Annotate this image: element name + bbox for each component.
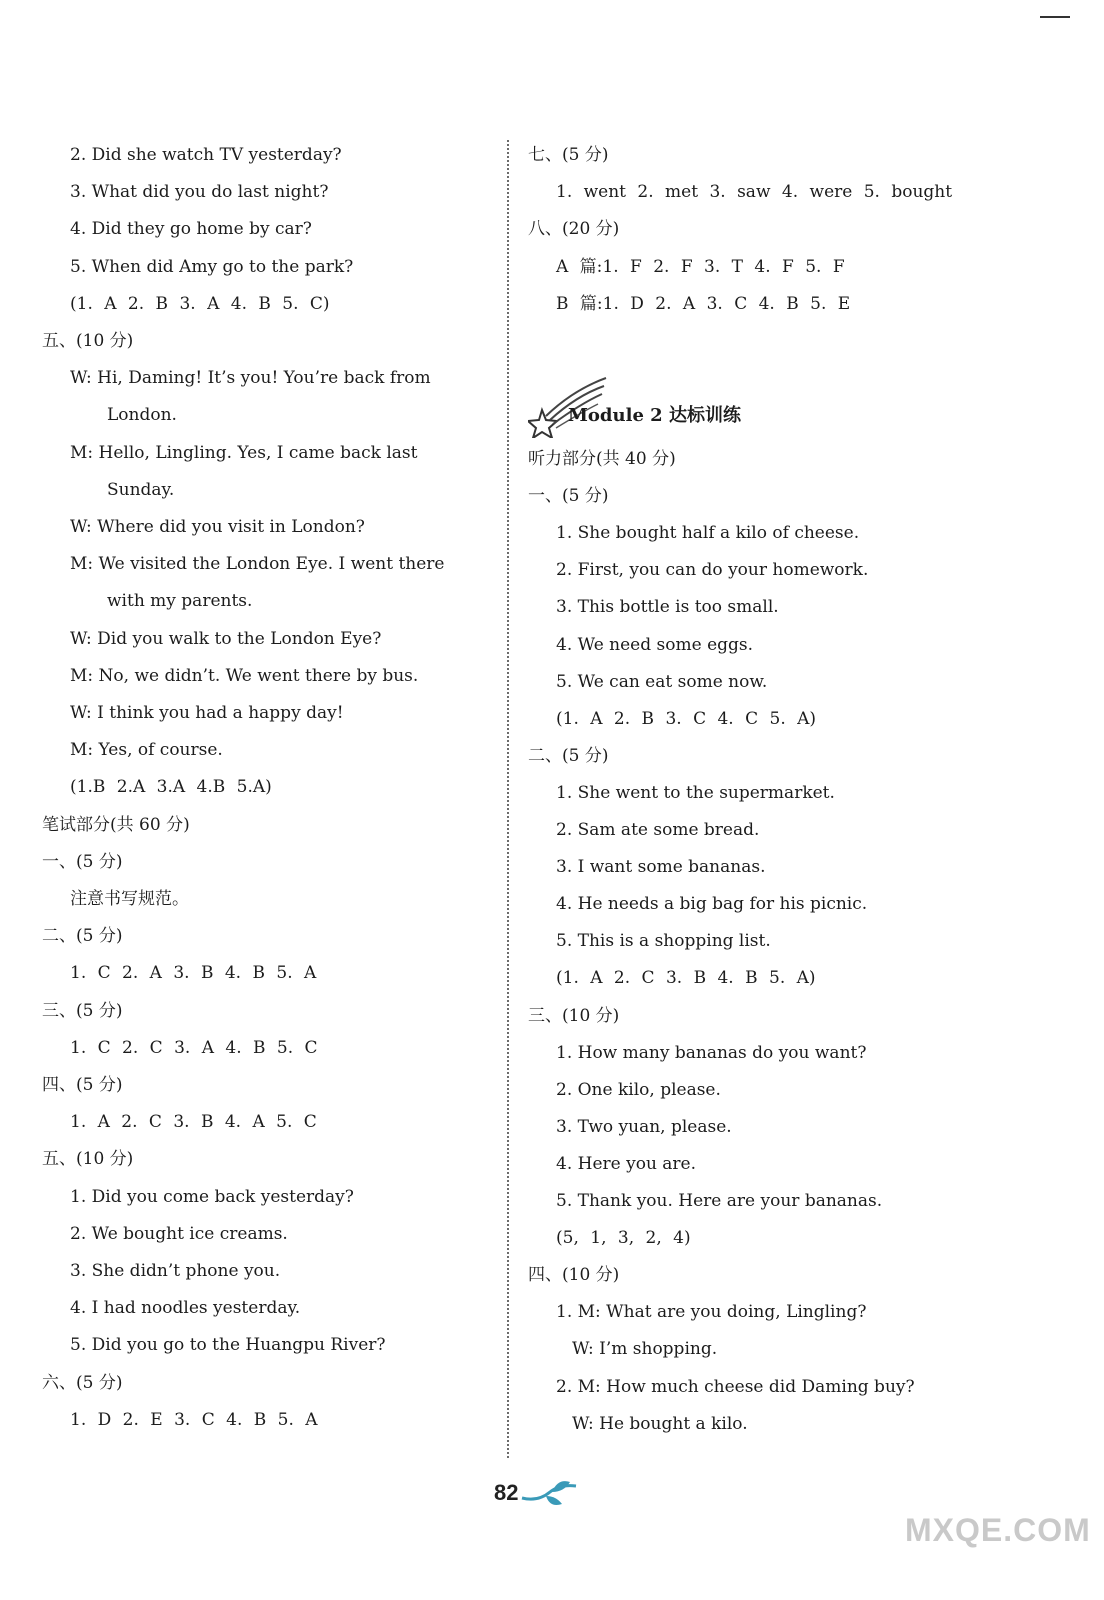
- section-heading: 八、(20 分): [528, 219, 620, 240]
- text-line: 2. We bought ice creams.: [70, 1223, 288, 1244]
- text-line: London.: [107, 405, 177, 426]
- text-line: 2. Did she watch TV yesterday?: [70, 145, 342, 165]
- text-line: W: Hi, Daming! It’s you! You’re back from: [70, 368, 431, 389]
- text-line: W: I’m shopping.: [572, 1339, 718, 1360]
- text-line: with my parents.: [107, 591, 253, 612]
- section-heading: 五、(10 分): [42, 1149, 134, 1170]
- text-line: 2. Sam ate some bread.: [556, 820, 760, 840]
- text-line: W: I think you had a happy day!: [70, 703, 344, 723]
- column-divider: [507, 140, 509, 1458]
- text-line: 1. Did you come back yesterday?: [70, 1186, 354, 1207]
- section-heading: 五、(10 分): [42, 331, 134, 351]
- text-line: 1. M: What are you doing, Lingling?: [556, 1302, 867, 1323]
- text-line: 1. C 2. C 3. A 4. B 5. C: [70, 1037, 318, 1058]
- text-line: 4. He needs a big bag for his picnic.: [556, 894, 868, 915]
- text-line: 5. We can eat some now.: [556, 671, 768, 692]
- text-line: M: Yes, of course.: [70, 740, 223, 761]
- section-heading: 一、(5 分): [42, 851, 123, 872]
- text-line: 5. Thank you. Here are your bananas.: [556, 1191, 883, 1211]
- text-line: (5, 1, 3, 2, 4): [556, 1228, 691, 1249]
- text-line: (1. A 2. C 3. B 4. B 5. A): [556, 968, 816, 989]
- section-heading: 三、(5 分): [42, 1000, 123, 1021]
- text-line: 注意书写规范。: [70, 889, 189, 909]
- text-line: 1. C 2. A 3. B 4. B 5. A: [70, 963, 317, 984]
- text-line: 5. Did you go to the Huangpu River?: [70, 1335, 386, 1356]
- section-heading: 七、(5 分): [528, 145, 609, 165]
- text-line: 3. This bottle is too small.: [556, 597, 779, 618]
- text-line: 3. I want some bananas.: [556, 857, 766, 878]
- text-line: 1. D 2. E 3. C 4. B 5. A: [70, 1409, 318, 1430]
- text-line: M: Hello, Lingling. Yes, I came back last: [70, 442, 418, 463]
- text-line: (1.B 2.A 3.A 4.B 5.A): [70, 777, 272, 798]
- corner-rule: [1040, 16, 1070, 18]
- section-heading: 一、(5 分): [528, 486, 609, 507]
- text-line: 1. went 2. met 3. saw 4. were 5. bought: [556, 182, 953, 203]
- text-line: Sunday.: [107, 479, 175, 500]
- section-heading: 二、(5 分): [528, 745, 609, 766]
- text-line: 3. What did you do last night?: [70, 182, 329, 203]
- section-heading: 四、(10 分): [528, 1265, 620, 1286]
- text-line: (1. A 2. B 3. C 4. C 5. A): [556, 708, 817, 729]
- text-line: 3. Two yuan, please.: [556, 1116, 732, 1137]
- text-line: A 篇:1. F 2. F 3. T 4. F 5. F: [556, 256, 845, 277]
- text-line: 2. First, you can do your homework.: [556, 560, 869, 581]
- text-line: 3. She didn’t phone you.: [70, 1261, 281, 1281]
- watermark: MXQE.COM: [905, 1512, 1091, 1548]
- section-heading: 六、(5 分): [42, 1372, 123, 1393]
- section-heading: 四、(5 分): [42, 1075, 123, 1095]
- section-heading: 三、(10 分): [528, 1005, 620, 1026]
- text-line: W: He bought a kilo.: [572, 1413, 748, 1434]
- text-line: 4. Did they go home by car?: [70, 219, 312, 240]
- text-line: 1. How many bananas do you want?: [556, 1042, 867, 1063]
- text-line: 1. A 2. C 3. B 4. A 5. C: [70, 1112, 317, 1133]
- text-line: 4. I had noodles yesterday.: [70, 1298, 301, 1319]
- text-line: 5. When did Amy go to the park?: [70, 256, 354, 277]
- text-line: 2. One kilo, please.: [556, 1079, 721, 1100]
- text-line: M: We visited the London Eye. I went there: [70, 554, 445, 575]
- module-title: Module 2 达标训练: [568, 405, 741, 426]
- text-line: 1. She went to the supermarket.: [556, 782, 835, 803]
- section-heading: 听力部分(共 40 分): [528, 449, 676, 469]
- text-line: M: No, we didn’t. We went there by bus.: [70, 665, 419, 686]
- text-line: W: Did you walk to the London Eye?: [70, 628, 382, 649]
- leaf-ornament-icon: [520, 1478, 580, 1510]
- text-line: 4. Here you are.: [556, 1153, 697, 1174]
- text-line: 4. We need some eggs.: [556, 634, 754, 655]
- text-line: (1. A 2. B 3. A 4. B 5. C): [70, 293, 330, 314]
- section-heading: 笔试部分(共 60 分): [42, 814, 190, 835]
- section-heading: 二、(5 分): [42, 926, 123, 947]
- text-line: 2. M: How much cheese did Daming buy?: [556, 1376, 915, 1397]
- page-number: 82: [494, 1480, 519, 1505]
- text-line: B 篇:1. D 2. A 3. C 4. B 5. E: [556, 293, 851, 314]
- text-line: W: Where did you visit in London?: [70, 517, 365, 537]
- text-line: 5. This is a shopping list.: [556, 931, 771, 952]
- text-line: 1. She bought half a kilo of cheese.: [556, 523, 860, 544]
